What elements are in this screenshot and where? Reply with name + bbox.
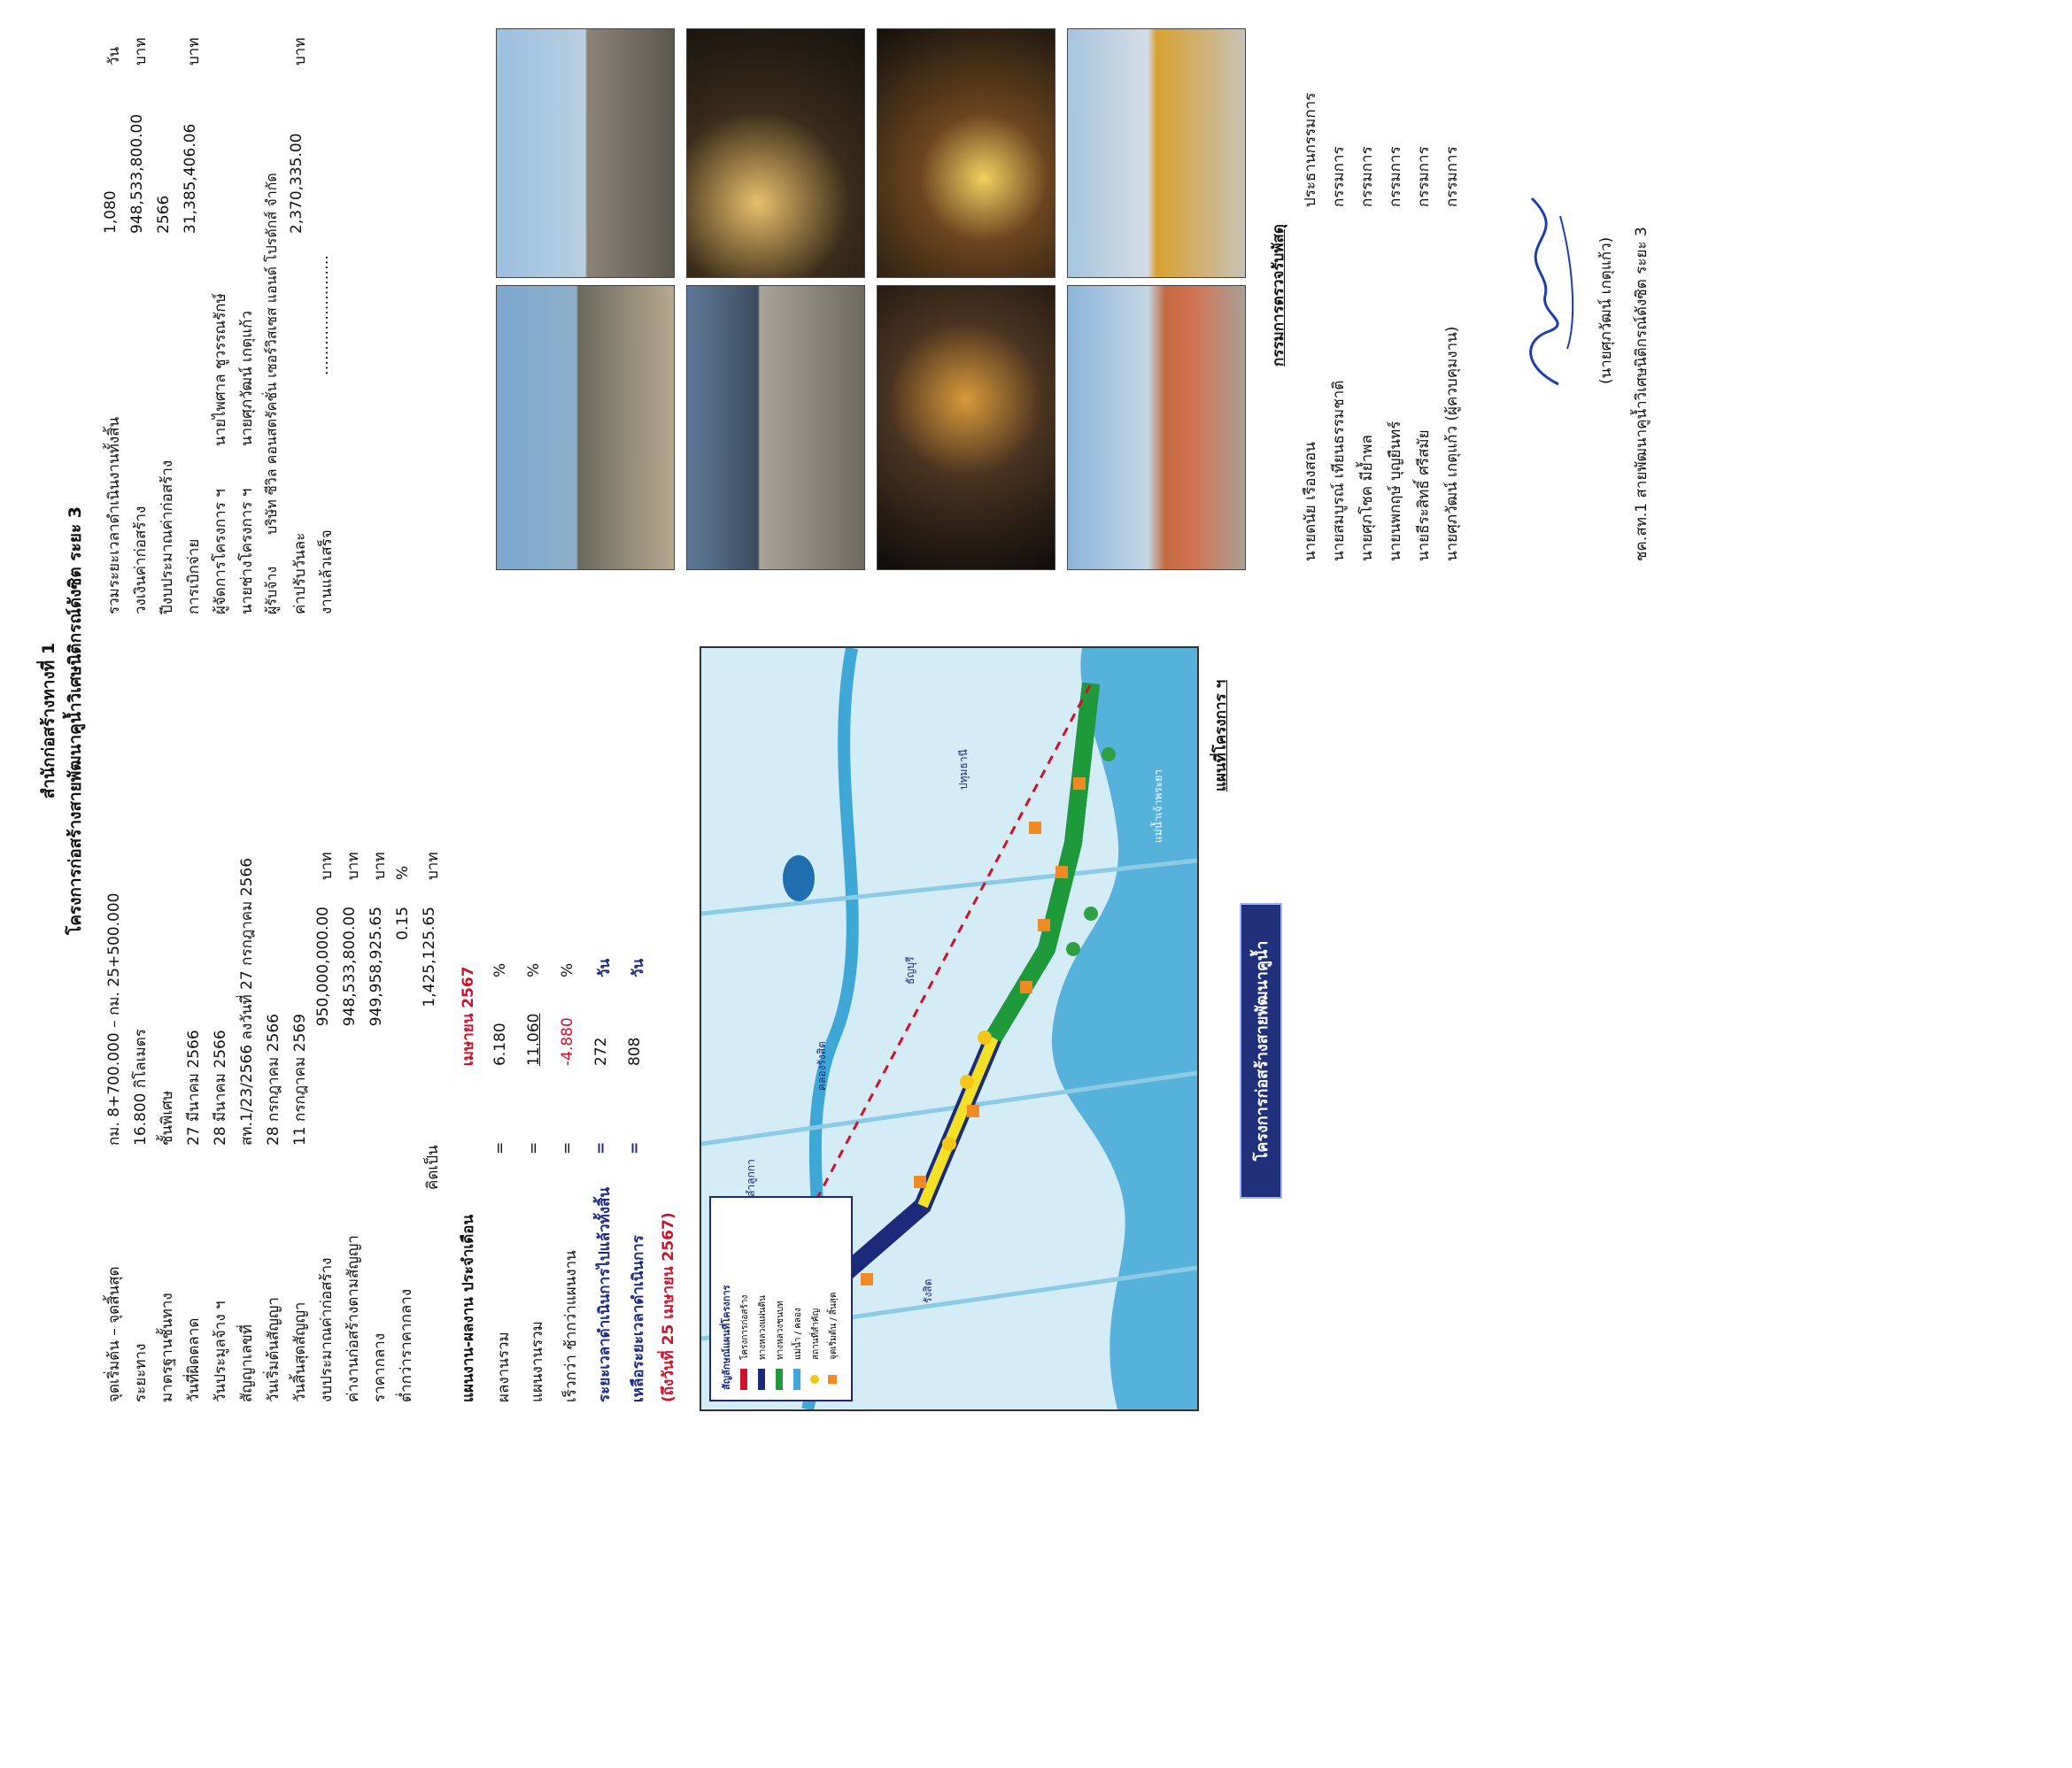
progress-value: 6.180 — [491, 1023, 509, 1066]
info-value: 950,000,000.00 — [314, 907, 332, 1027]
info-unit: บาท — [132, 37, 150, 66]
map-caption: แผนที่โครงการ ฯ — [1212, 679, 1230, 791]
info-unit: % — [394, 865, 412, 880]
info-label: ต่ำกว่าราคากลาง — [398, 1288, 415, 1402]
info-label: สัญญาเลขที่ — [238, 1324, 256, 1402]
progress-unit: % — [491, 962, 509, 977]
info-value: 27 มีนาคม 2566 — [185, 1030, 203, 1146]
site-photo — [877, 28, 1055, 278]
committee-name: นายศุภโชค มีย้ำพล — [1358, 435, 1376, 561]
info-label: คิดเป็น — [424, 1145, 442, 1190]
info-label: วันที่ผิดตลาด — [185, 1317, 203, 1402]
site-photo — [686, 285, 865, 570]
info-unit: บาท — [371, 852, 389, 880]
info-value: 1,425,125.65 — [421, 907, 438, 1008]
site-photo — [496, 28, 675, 278]
legend-text: ทางหลวงชนบท — [776, 1301, 785, 1360]
progress-value: 808 — [626, 1037, 644, 1066]
progress-eq: = — [592, 1141, 610, 1154]
committee-role: กรรมการ — [1330, 146, 1348, 207]
legend-text: ทางหลวงแผ่นดิน — [758, 1295, 768, 1360]
map-label: แม่น้ำเจ้าพระยา — [1152, 768, 1164, 843]
info-value: 948,533,800.00 — [128, 113, 146, 234]
signature-image — [1505, 172, 1585, 402]
info-label: นายช่างโครงการ ฯ — [238, 488, 256, 614]
info-unit: บาท — [185, 37, 203, 66]
info-value: 949,958,925.65 — [367, 907, 385, 1027]
progress-block — [456, 623, 686, 1402]
progress-month: เมษายน 2567 — [460, 966, 477, 1066]
info-label: งบประมาณค่าก่อสร้าง — [318, 1257, 336, 1402]
info-label: งานแล้วเสร็จ — [318, 529, 336, 614]
map-label: ธัญบุรี — [904, 956, 916, 984]
progress-value: -4.880 — [559, 1017, 576, 1066]
legend-text: สถานที่สำคัญ — [811, 1308, 821, 1360]
map-graphic — [701, 648, 1197, 1409]
progress-eq: = — [525, 1141, 543, 1154]
legend-text: จุดเริ่มต้น / สิ้นสุด — [829, 1292, 839, 1360]
site-photo — [877, 285, 1055, 570]
office-title: สำนักก่อสร้างทางที่ 1 — [39, 642, 58, 799]
progress-value: 11.060 — [525, 1013, 543, 1066]
committee-name: นายสมบูรณ์ เทียนธรรมชาติ — [1330, 380, 1348, 561]
legend-swatch — [793, 1369, 800, 1390]
site-photo — [1067, 28, 1246, 278]
info-value: นายศุภวัฒน์ เกตุแก้ว — [238, 311, 256, 446]
committee-role: กรรมการ — [1358, 146, 1376, 207]
progress-label: เหลือระยะเวลาดำเนินการ — [630, 1235, 647, 1402]
committee-block — [1266, 30, 1532, 561]
info-left — [102, 641, 491, 1402]
progress-label: แผนงานรวม — [529, 1321, 546, 1402]
signature-block — [1505, 30, 1736, 561]
project-map — [700, 646, 1199, 1411]
progress-asof: (ถึงวันที่ 25 เมษายน 2567) — [660, 1212, 677, 1402]
legend-swatch — [776, 1369, 783, 1390]
project-title: โครงการก่อสร้างสายพัฒนาคูน้ำวิเศษนิติกรณ์ดังซิต ระยะ 3 — [66, 506, 85, 936]
site-photo — [686, 28, 865, 278]
legend-text: โครงการก่อสร้าง — [740, 1294, 750, 1360]
committee-title: กรรมการตรวจรับพัสดุ — [1270, 224, 1287, 367]
committee-role: ประธานกรรมการ — [1302, 92, 1319, 207]
progress-eq: = — [491, 1141, 509, 1154]
committee-role: กรรมการ — [1443, 146, 1461, 207]
committee-role: กรรมการ — [1415, 146, 1433, 207]
info-value: 1,080 — [102, 190, 120, 234]
legend-title: สัญลักษณ์แผนที่โครงการ — [721, 1285, 732, 1390]
signature-position: ชค.สท.1 สายพัฒนาคูน้ำวิเศษนิติกรณ์ดังซิต ระยะ 3 — [1633, 227, 1651, 561]
info-label: มาตรฐานชั้นทาง — [158, 1293, 176, 1402]
progress-unit: % — [559, 962, 576, 977]
committee-name: นายศุภวัฒน์ เกตุแก้ว (ผู้ควบคุมงาน) — [1443, 326, 1461, 561]
progress-heading — [456, 966, 480, 1402]
site-photo — [496, 285, 675, 570]
map-label: ลำลูกกา — [745, 1159, 757, 1197]
committee-role: กรรมการ — [1387, 146, 1404, 207]
info-value: 2,370,335.00 — [288, 133, 305, 234]
info-value: สท.1/23/2566 ลงวันที่ 27 กรกฎาคม 2566 — [238, 857, 256, 1146]
legend-text: แม่น้ำ / คลอง — [793, 1308, 803, 1360]
info-value: กม. 8+700.000 – กม. 25+500.000 — [105, 892, 123, 1146]
info-value: 948,533,800.00 — [341, 907, 359, 1027]
progress-unit: % — [525, 962, 543, 977]
progress-eq: = — [559, 1141, 576, 1154]
page-rotation — [39, 0, 1768, 1768]
map-label: รังสิต — [922, 1278, 934, 1303]
info-unit: บาท — [344, 852, 362, 880]
legend-swatch — [810, 1375, 819, 1384]
info-label: รวมระยะเวลาดำเนินงานทั้งสิ้น — [105, 416, 123, 614]
info-value: ชั้นพิเศษ — [158, 1090, 176, 1146]
info-value: …………………… — [314, 255, 332, 375]
site-photo — [1067, 285, 1246, 570]
progress-label: ผลงานรวม — [495, 1332, 513, 1402]
info-label: ผู้รับจ้าง — [263, 566, 280, 614]
info-label: ปีงบประมาณค่าก่อสร้าง — [158, 459, 176, 614]
info-unit: บาท — [291, 37, 309, 66]
info-value: 16.800 กิโลเมตร — [132, 1029, 150, 1146]
progress-eq: = — [626, 1141, 644, 1154]
legend-swatch — [828, 1375, 837, 1384]
progress-heading-text: แผนงาน-ผลงาน ประจำเดือน — [460, 1214, 477, 1402]
info-label: การเบิกจ่าย — [185, 538, 203, 614]
info-label: วงเงินค่าก่อสร้าง — [132, 506, 150, 614]
info-value: 0.15 — [394, 907, 412, 940]
map-label: คลองรังสิต — [816, 1041, 828, 1091]
info-value: 28 กรกฎาคม 2566 — [265, 1014, 282, 1146]
info-unit: บาท — [318, 852, 336, 880]
info-unit: บาท — [424, 852, 442, 880]
committee-name: นายดนัย เรืองสอน — [1302, 442, 1319, 561]
info-unit: วัน — [105, 46, 123, 66]
info-label: ค่าปรับวันละ — [291, 532, 309, 614]
info-label: วันประมูลจ้าง ฯ — [212, 1301, 229, 1402]
info-value: 28 มีนาคม 2566 — [212, 1030, 229, 1146]
progress-label: เร็วกว่า ช้ากว่าแผนงาน — [562, 1250, 580, 1402]
signature-name: (นายศุภวัฒน์ เกตุแก้ว) — [1597, 236, 1615, 384]
info-label: ผู้จัดการโครงการ ฯ — [212, 489, 229, 614]
info-label: ระยะทาง — [132, 1343, 150, 1402]
info-right — [102, 30, 403, 614]
info-label: จุดเริ่มต้น – จุดสิ้นสุด — [105, 1266, 123, 1402]
info-label: ราคากลาง — [371, 1332, 389, 1402]
info-value: บริษัท ซีวิล คอนสตรัคชั่น เซอร์วิสเซส แอนด์ โปรดักส์ จำกัด — [263, 173, 280, 535]
map-label: ปทุมธานี — [957, 749, 970, 790]
info-value: นายไพศาล ชูวรรณรักษ์ — [212, 293, 229, 446]
progress-unit: วัน — [596, 958, 614, 977]
info-value: 11 กรกฎาคม 2569 — [291, 1014, 309, 1146]
info-label: ค่างานก่อสร้างตามสัญญา — [344, 1235, 362, 1402]
progress-unit: วัน — [630, 958, 647, 977]
info-value: 2566 — [155, 195, 173, 234]
info-label: วันสิ้นสุดสัญญา — [291, 1301, 309, 1402]
project-banner: โครงการก่อสร้างสายพัฒนาคูน้ำ — [1240, 903, 1282, 1199]
progress-value: 272 — [592, 1037, 610, 1066]
progress-label: ระยะเวลาดำเนินการไปแล้วทั้งสิ้น — [596, 1186, 614, 1402]
committee-name: นายธีระสิทธิ์ ศรีสมัย — [1415, 429, 1433, 561]
info-label: วันเริ่มต้นสัญญา — [265, 1297, 282, 1402]
info-value: 31,385,406.06 — [182, 123, 199, 234]
legend-swatch — [758, 1369, 765, 1390]
legend-swatch — [740, 1369, 747, 1390]
committee-name: นายนพกฤษ์ บุญยืนทร์ — [1387, 421, 1404, 561]
lake-shape — [783, 855, 815, 901]
